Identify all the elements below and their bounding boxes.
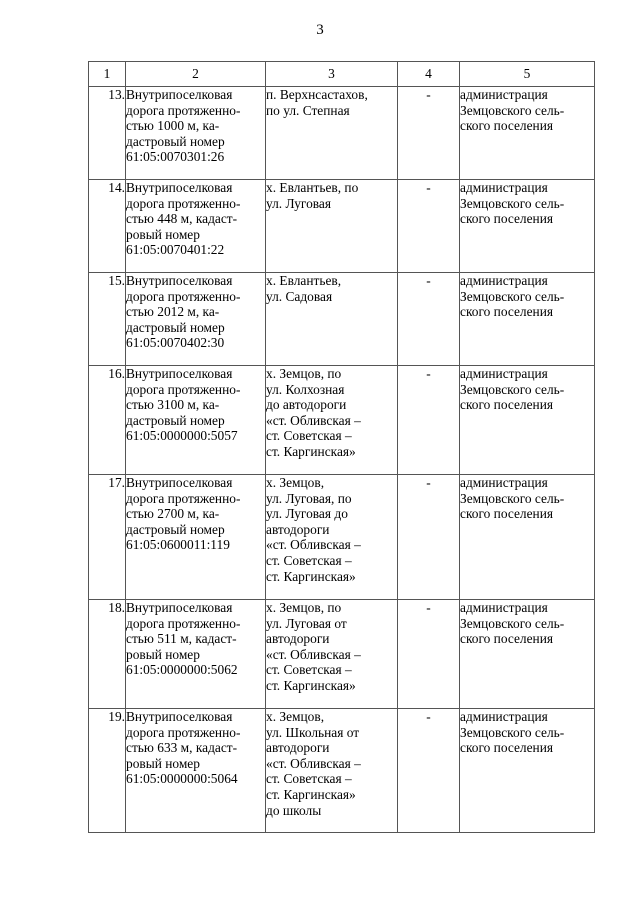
text-line: дорога протяженно- [126,195,241,211]
text-line: дорога протяженно- [126,490,241,506]
text-line: х. Земцов, по [266,366,342,381]
text-line: администрация [460,273,548,288]
text-line: 61:05:0000000:5062 [126,662,238,678]
text-line: п. Верхнсастахов, [266,87,368,102]
header-col-5: 5 [460,62,595,87]
table-row [89,180,595,273]
text-line: до школы [266,802,322,818]
text-line: ул. Луговая от [266,615,347,631]
text-line: ровый номер [126,226,200,242]
text-line: Земцовского сель- [460,724,565,740]
road-owner [460,273,595,366]
text-line: Земцовского сель- [460,195,565,211]
road-location [266,87,398,180]
column-4-value: - [398,366,460,475]
road-owner [460,709,595,833]
text-line: Внутрипоселковая [126,709,233,724]
table-row [89,600,595,709]
text-line: Земцовского сель- [460,615,565,631]
text-line: «ст. Обливская – [266,755,361,771]
table-row [89,475,595,600]
road-owner [460,366,595,475]
text-line: 61:05:0070402:30 [126,335,225,351]
text-line: стью 2700 м, ка- [126,506,220,522]
text-line: 61:05:0000000:5064 [126,771,238,787]
text-line: ст. Каргинская» [266,443,356,459]
text-line: ст. Каргинская» [266,568,356,584]
table-row [89,273,595,366]
row-number: 13. [89,87,126,180]
text-line: ст. Советская – [266,771,352,787]
text-line: дастровый номер [126,412,225,428]
text-line: стью 1000 м, ка- [126,118,220,134]
text-line: Внутрипоселковая [126,475,233,490]
text-line: автодороги [266,521,330,537]
text-line: ского поселения [460,506,554,522]
table-body [89,87,595,833]
text-line: Земцовского сель- [460,381,565,397]
text-line: дорога протяженно- [126,288,241,304]
header-col-3: 3 [266,62,398,87]
road-owner [460,87,595,180]
row-number: 16. [89,366,126,475]
text-line: по ул. Степная [266,102,350,118]
text-line: Внутрипоселковая [126,273,233,288]
row-number: 19. [89,709,126,833]
road-registry-table [88,61,595,833]
text-line: стью 448 м, кадаст- [126,211,238,227]
text-line: ского поселения [460,304,554,320]
text-line: 61:05:0000000:5057 [126,428,238,444]
text-line: стью 3100 м, ка- [126,397,220,413]
text-line: стью 511 м, кадаст- [126,631,237,647]
text-line: Земцовского сель- [460,288,565,304]
text-line: ул. Луговая [266,195,332,211]
text-line: администрация [460,87,548,102]
road-owner [460,180,595,273]
text-line: ровый номер [126,646,200,662]
column-4-value: - [398,600,460,709]
road-location [266,273,398,366]
table-row [89,709,595,833]
text-line: ст. Советская – [266,552,352,568]
road-location [266,180,398,273]
road-location [266,366,398,475]
road-description [126,600,266,709]
row-number: 18. [89,600,126,709]
text-line: ского поселения [460,740,554,756]
road-location [266,475,398,600]
column-4-value: - [398,273,460,366]
text-line: дастровый номер [126,521,225,537]
column-4-value: - [398,87,460,180]
text-line: ровый номер [126,755,200,771]
text-line: х. Земцов, [266,709,325,724]
text-line: ул. Колхозная [266,381,345,397]
text-line: «ст. Обливская – [266,646,361,662]
text-line: дорога протяженно- [126,615,241,631]
road-owner [460,475,595,600]
text-line: «ст. Обливская – [266,412,361,428]
road-description [126,366,266,475]
text-line: администрация [460,366,548,381]
text-line: дорога протяженно- [126,381,241,397]
text-line: х. Евлантьев, [266,273,342,288]
text-line: 61:05:0070401:22 [126,242,225,258]
header-col-4: 4 [398,62,460,87]
row-number: 15. [89,273,126,366]
header-col-2: 2 [126,62,266,87]
text-line: ского поселения [460,118,554,134]
text-line: дастровый номер [126,133,225,149]
text-line: 61:05:0600011:119 [126,537,230,553]
text-line: ст. Каргинская» [266,677,356,693]
text-line: х. Земцов, по [266,600,342,615]
road-location [266,600,398,709]
road-description [126,709,266,833]
road-description [126,475,266,600]
text-line: Земцовского сель- [460,490,565,506]
table-header [89,62,595,87]
text-line: ст. Каргинская» [266,786,356,802]
text-line: ул. Луговая до [266,506,348,522]
text-line: до автодороги [266,397,347,413]
text-line: автодороги [266,740,330,756]
row-number: 14. [89,180,126,273]
text-line: Внутрипоселковая [126,600,233,615]
text-line: дорога протяженно- [126,102,241,118]
text-line: администрация [460,709,548,724]
header-col-1: 1 [89,62,126,87]
text-line: х. Евлантьев, по [266,180,359,195]
text-line: ул. Школьная от [266,724,360,740]
road-description [126,180,266,273]
text-line: администрация [460,600,548,615]
table-row [89,87,595,180]
text-line: стью 633 м, кадаст- [126,740,238,756]
text-line: х. Земцов, [266,475,325,490]
text-line: администрация [460,475,548,490]
column-4-value: - [398,180,460,273]
text-line: ст. Советская – [266,428,352,444]
road-location [266,709,398,833]
column-4-value: - [398,475,460,600]
text-line: ул. Луговая, по [266,490,352,506]
table-row [89,366,595,475]
road-description [126,87,266,180]
row-number: 17. [89,475,126,600]
text-line: администрация [460,180,548,195]
text-line: ского поселения [460,397,554,413]
text-line: Внутрипоселковая [126,366,233,381]
text-line: Земцовского сель- [460,102,565,118]
text-line: ского поселения [460,631,554,647]
text-line: стью 2012 м, ка- [126,304,220,320]
text-line: автодороги [266,631,330,647]
text-line: ул. Садовая [266,288,333,304]
text-line: дорога протяженно- [126,724,241,740]
text-line: Внутрипоселковая [126,87,233,102]
page-number: 3 [316,22,324,38]
text-line: ст. Советская – [266,662,352,678]
column-4-value: - [398,709,460,833]
text-line: 61:05:0070301:26 [126,149,225,165]
text-line: Внутрипоселковая [126,180,233,195]
text-line: ского поселения [460,211,554,227]
text-line: «ст. Обливская – [266,537,361,553]
text-line: дастровый номер [126,319,225,335]
road-description [126,273,266,366]
road-owner [460,600,595,709]
